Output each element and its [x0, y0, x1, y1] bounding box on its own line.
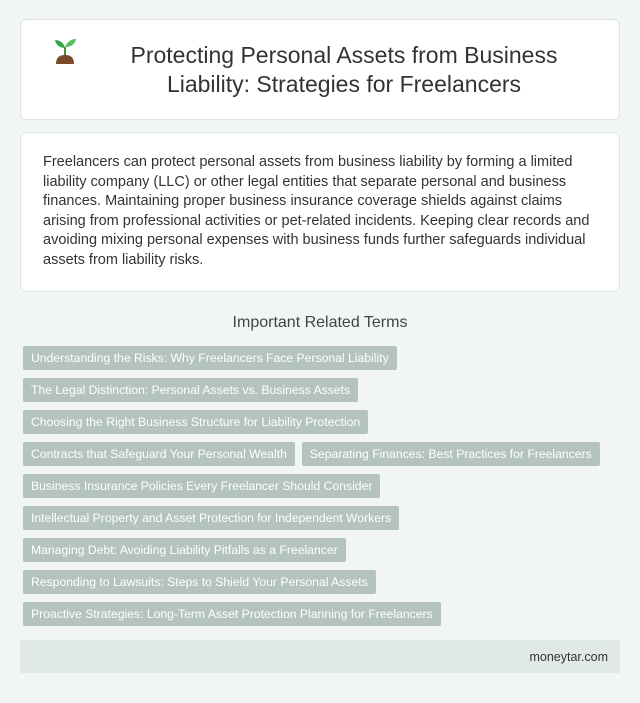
term-tag[interactable]: Intellectual Property and Asset Protection for Independent Workers	[23, 506, 399, 530]
title-card	[20, 19, 620, 120]
footer	[20, 640, 620, 673]
term-tag[interactable]: Choosing the Right Business Structure for Liability Protection	[23, 410, 368, 434]
term-row	[23, 474, 620, 498]
term-tag[interactable]: Proactive Strategies: Long-Term Asset Protection Planning for Freelancers	[23, 602, 441, 626]
term-row	[23, 378, 620, 402]
intro-paragraph: Freelancers can protect personal assets from business liability by forming a limited liability company (LLC) or other legal entities that separate personal and business finances. Maintaining proper business insurance coverage shields against claims arising from professional activities or pet-related incidents. Keeping clear records and avoiding mixing personal expenses with business funds further safeguards individual assets from liability risks.	[43, 154, 590, 268]
term-tag[interactable]: Managing Debt: Avoiding Liability Pitfalls as a Freelancer	[23, 538, 346, 562]
intro-card	[20, 132, 620, 292]
terms-heading: Important Related Terms	[232, 314, 408, 331]
term-row	[23, 538, 620, 562]
site-link[interactable]: moneytar.com	[529, 649, 608, 664]
term-tag[interactable]: Responding to Lawsuits: Steps to Shield Your Personal Assets	[23, 570, 376, 594]
term-tag[interactable]: Business Insurance Policies Every Freelancer Should Consider	[23, 474, 380, 498]
term-tag[interactable]: Separating Finances: Best Practices for Freelancers	[302, 442, 600, 466]
sprout-icon	[51, 35, 79, 65]
term-tag[interactable]: The Legal Distinction: Personal Assets vs. Business Assets	[23, 378, 358, 402]
term-tag[interactable]: Contracts that Safeguard Your Personal Wealth	[23, 442, 295, 466]
term-row	[23, 410, 620, 434]
terms-list	[20, 346, 620, 626]
term-row	[23, 346, 620, 370]
term-tag[interactable]: Understanding the Risks: Why Freelancers Face Personal Liability	[23, 346, 397, 370]
term-row	[23, 442, 620, 466]
title-wrap	[51, 41, 589, 99]
term-row	[23, 506, 620, 530]
page-title: Protecting Personal Assets from Business Liability: Strategies for Freelancers	[130, 41, 558, 97]
term-row	[23, 602, 620, 626]
term-row	[23, 570, 620, 594]
